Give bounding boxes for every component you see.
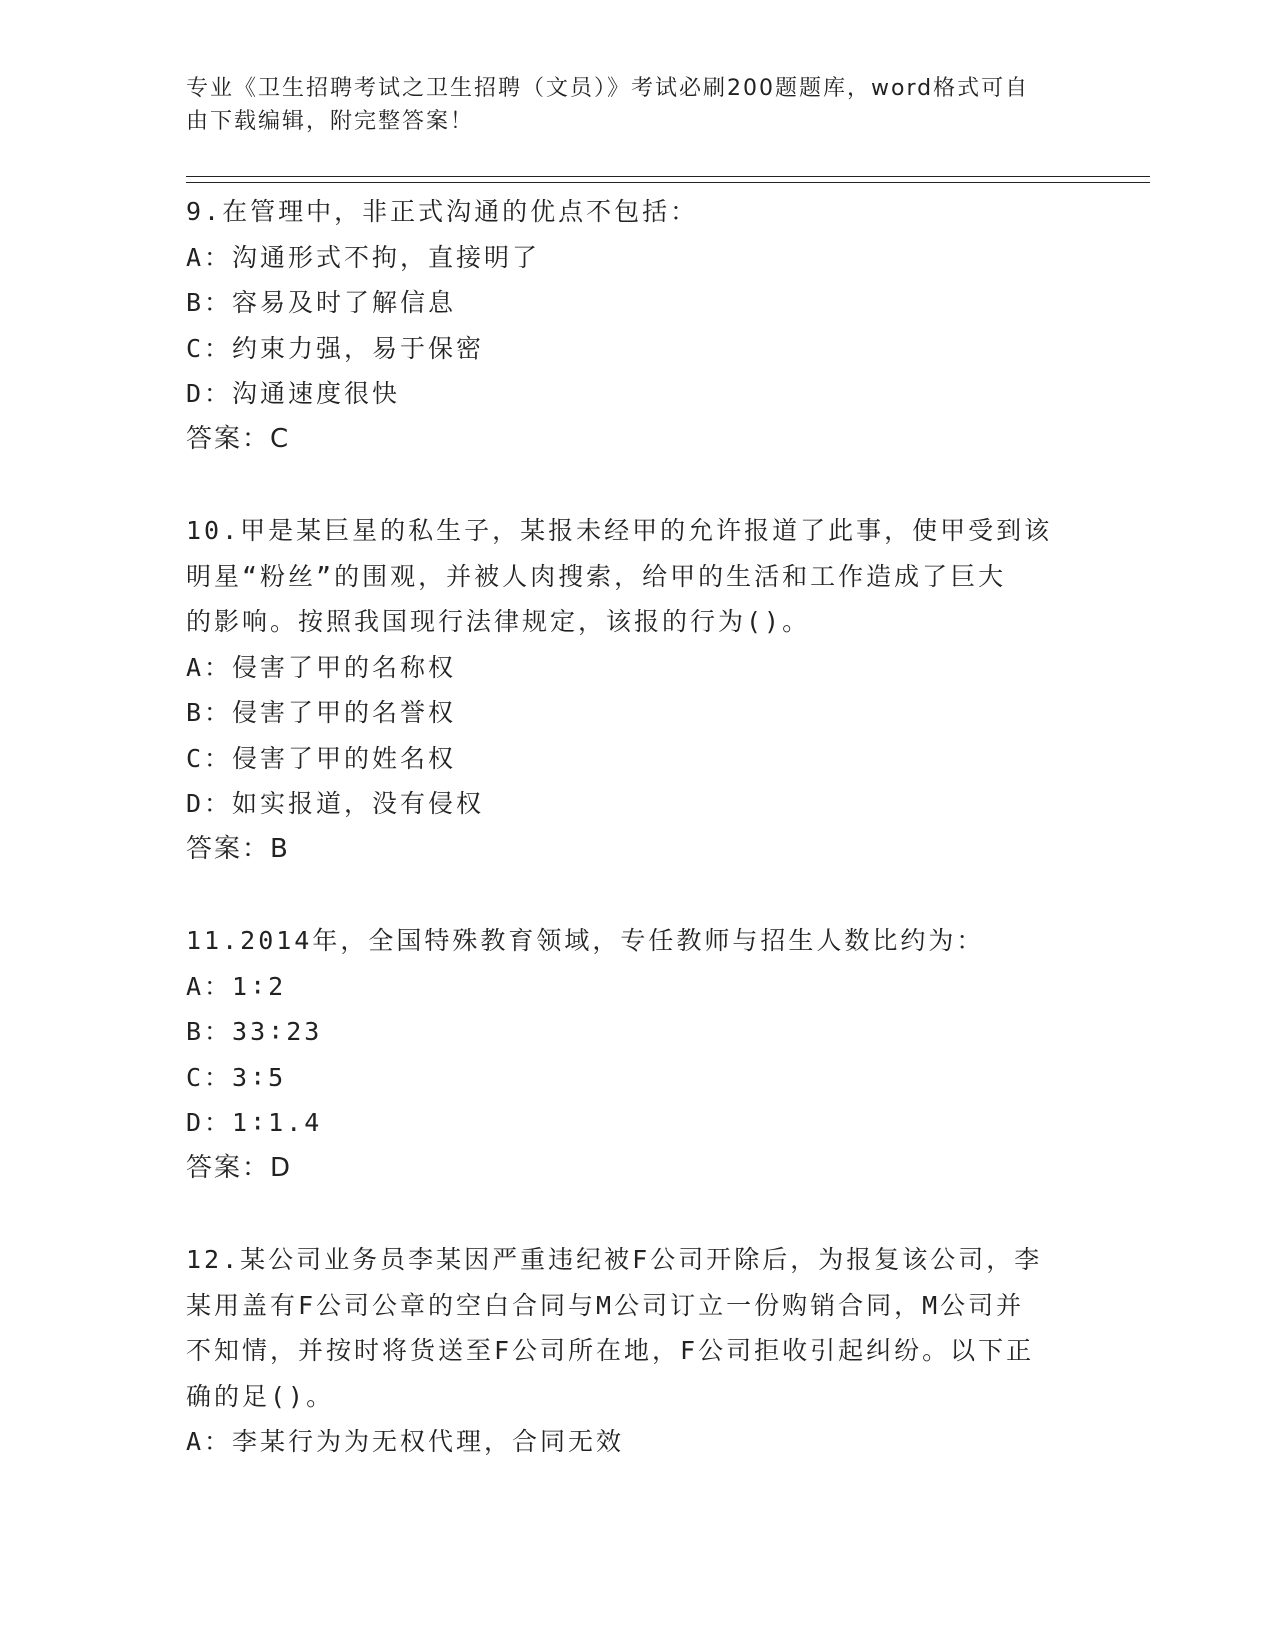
header-rule-top [186,176,1150,177]
document-header [186,72,1066,138]
question-gap [186,462,1086,508]
question-12-option-a: A：李某行为为无权代理，合同无效 [186,1427,625,1456]
question-11-option-b: B：33∶23 [186,1017,323,1046]
question-9-option-a: A：沟通形式不拘，直接明了 [186,242,541,272]
question-9-option-c: C：约束力强，易于保密 [186,333,485,363]
question-gap [186,872,1086,918]
question-10-option-a: A：侵害了甲的名称权 [186,652,457,682]
question-10-stem-line-3: 的影响。按照我国现行法律规定，该报的行为()。 [186,607,811,636]
question-9 [186,189,1086,462]
question-9-option-b: B：容易及时了解信息 [186,288,457,317]
question-11 [186,918,1086,1191]
question-11-option-c: C：3∶5 [186,1062,287,1092]
question-gap [186,1191,1086,1237]
header-line-1: 专业《卫生招聘考试之卫生招聘（文员）》考试必刷200题题库，word格式可自 [186,76,1030,101]
question-12-stem-line-2: 某用盖有F公司公章的空白合同与M公司订立一份购销合同，M公司并 [186,1290,1025,1320]
question-10 [186,508,1086,872]
question-12-stem-line-1: 12.某公司业务员李某因严重违纪被F公司开除后，为报复该公司，李 [186,1245,1043,1274]
question-10-answer: 答案：B [186,833,290,864]
header-rule-bottom [186,182,1150,183]
question-9-stem: 9.在管理中，非正式沟通的优点不包括： [186,197,699,226]
question-11-stem: 11.2014年，全国特殊教育领域，专任教师与招生人数比约为： [186,926,985,955]
question-10-option-d: D：如实报道，没有侵权 [186,789,485,818]
question-12 [186,1237,1086,1465]
header-line-2: 由下载编辑，附完整答案！ [186,109,475,134]
question-list [186,189,1086,1465]
question-12-stem-line-3: 不知情，并按时将货送至F公司所在地，F公司拒收引起纠纷。以下正 [186,1336,1035,1365]
question-11-option-a: A：1∶2 [186,971,287,1001]
question-10-option-c: C：侵害了甲的姓名权 [186,743,457,773]
question-10-option-b: B：侵害了甲的名誉权 [186,698,457,727]
question-10-stem-line-1: 10.甲是某巨星的私生子，某报未经甲的允许报道了此事，使甲受到该 [186,516,1053,545]
question-9-option-d: D：沟通速度很快 [186,379,401,408]
question-11-answer: 答案：D [186,1152,293,1183]
question-12-stem-line-4: 确的足()。 [186,1381,335,1411]
question-9-answer: 答案：C [186,423,291,454]
question-11-option-d: D：1∶1.4 [186,1108,323,1137]
question-10-stem-line-2: 明星“粉丝”的围观，并被人肉搜索，给甲的生活和工作造成了巨大 [186,561,1007,591]
